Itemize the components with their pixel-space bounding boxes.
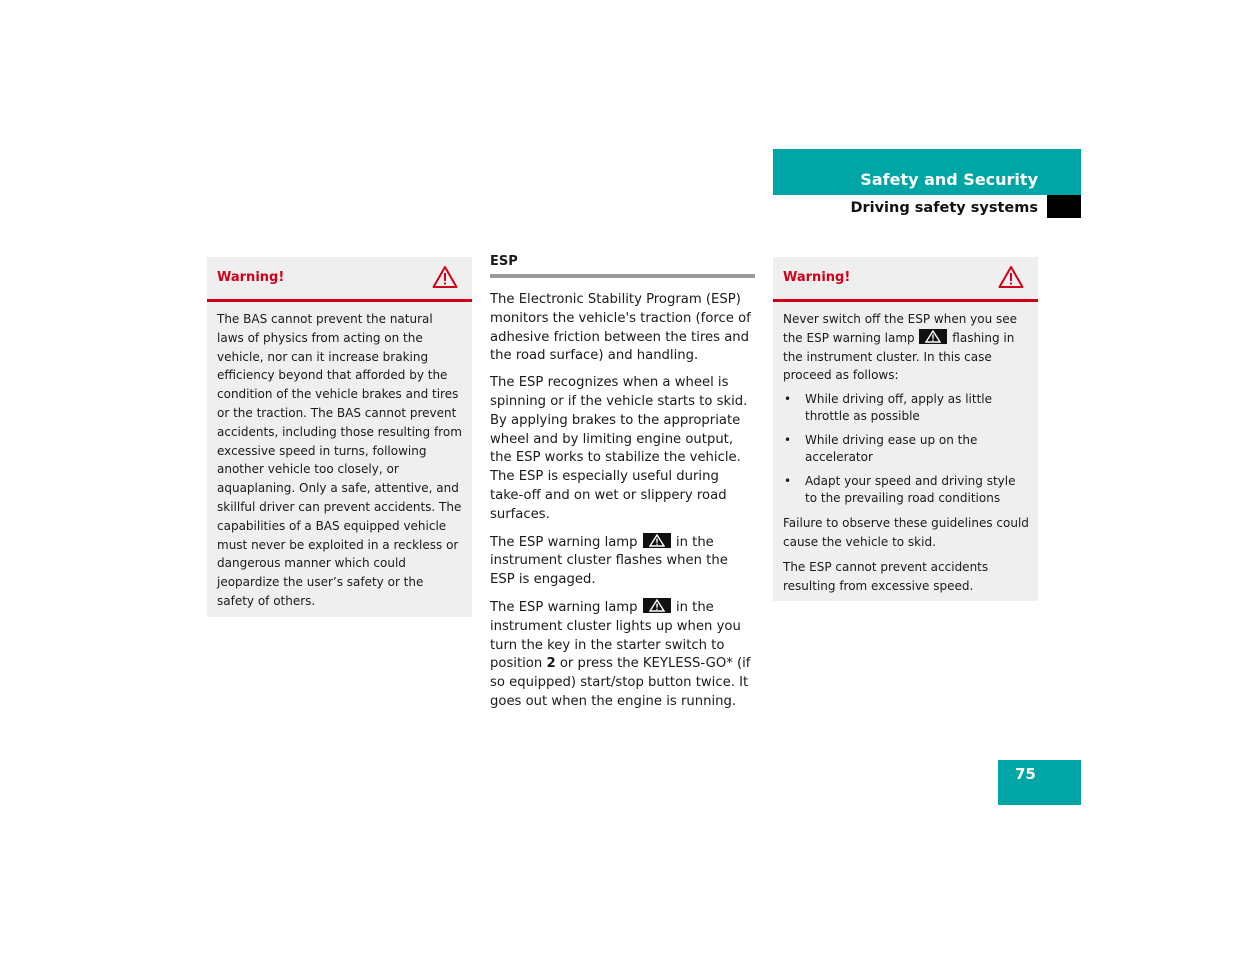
list-item: • Adapt your speed and driving style to the prevailing road conditions (783, 473, 1029, 507)
starter-position: 2 (546, 656, 556, 672)
warning-label: Warning! (783, 270, 851, 285)
esp-paragraph-3 (490, 533, 755, 590)
warning-text-2: Failure to observe these guidelines could cause the vehicle to skid. (783, 516, 1029, 549)
esp-p3-before: The ESP warning lamp (490, 534, 638, 550)
list-item: • While driving off, apply as little throttle as possible (783, 391, 1029, 425)
warning-label: Warning! (217, 270, 285, 285)
warning-intro-after: flashing in the instrument cluster. In this case proceed as follows: (783, 330, 1015, 383)
page-number-box (998, 760, 1081, 805)
esp-warning-lamp-icon (643, 598, 671, 613)
section-header (773, 149, 1081, 195)
warning-triangle-icon (998, 265, 1024, 289)
esp-section (490, 254, 755, 720)
subsection-title: Driving safety systems (850, 200, 1038, 216)
warning-triangle-icon (432, 265, 458, 289)
warning-header (207, 257, 472, 302)
warning-intro-before: Never switch off the ESP when you see the ESP warning lamp (783, 312, 1017, 345)
warning-text-3: The ESP cannot prevent accidents resulting from excessive speed. (783, 559, 989, 593)
bas-warning-box (207, 257, 472, 617)
section-title: Safety and Security (860, 170, 1038, 189)
warning-intro (783, 310, 1029, 385)
page-number: 75 (1015, 765, 1036, 783)
warning-header (773, 257, 1038, 302)
warning-body (773, 302, 1038, 601)
warning-body (207, 302, 472, 617)
section-tab-marker (1047, 195, 1081, 218)
list-item: • While driving ease up on the accelerator (783, 432, 1029, 466)
esp-p4-mid: in the instrument cluster lights up when you turn the key in the starter switch to position (490, 599, 741, 672)
warning-text: The BAS cannot prevent the natural laws of physics from acting on the vehicle, nor can it increase braking efficiency beyond that afforded by the condition of the vehicle brakes and tires or the traction. The BAS cannot prevent accidents, including those resulting from excessive speed in turns, following another vehicle too closely, or aquaplaning. Only a safe, attentive, and skillful driver can prevent accidents. The capabilities of a BAS equipped vehicle must never be exploited in a reckless or dangerous manner which could jeopardize the user’s safety or the safety of others. (217, 312, 462, 608)
esp-warning-lamp-icon (643, 533, 671, 548)
warning-bullet-list (783, 391, 1029, 507)
esp-warning-box (773, 257, 1038, 601)
esp-p4-before: The ESP warning lamp (490, 599, 638, 615)
esp-paragraph-1: The Electronic Stability Program (ESP) monitors the vehicle's traction (force of adhesive friction between the tires and the road surface) and handling. (490, 292, 751, 364)
esp-p4-after: or press the KEYLESS-GO* (if so equipped) start/stop button twice. It goes out when the engine is running. (490, 656, 751, 709)
esp-heading: ESP (490, 254, 755, 278)
esp-paragraph-4 (490, 598, 755, 712)
esp-paragraph-2: The ESP recognizes when a wheel is spinning or if the vehicle starts to skid. By applying brakes to the appropriate wheel and by limiting engine output, the ESP works to stabilize the vehicle. The ESP is especially useful during take-off and on wet or slippery road surfaces. (490, 375, 748, 522)
esp-warning-lamp-icon (919, 329, 947, 344)
esp-p3-after: in the instrument cluster flashes when the ESP is engaged. (490, 534, 728, 588)
